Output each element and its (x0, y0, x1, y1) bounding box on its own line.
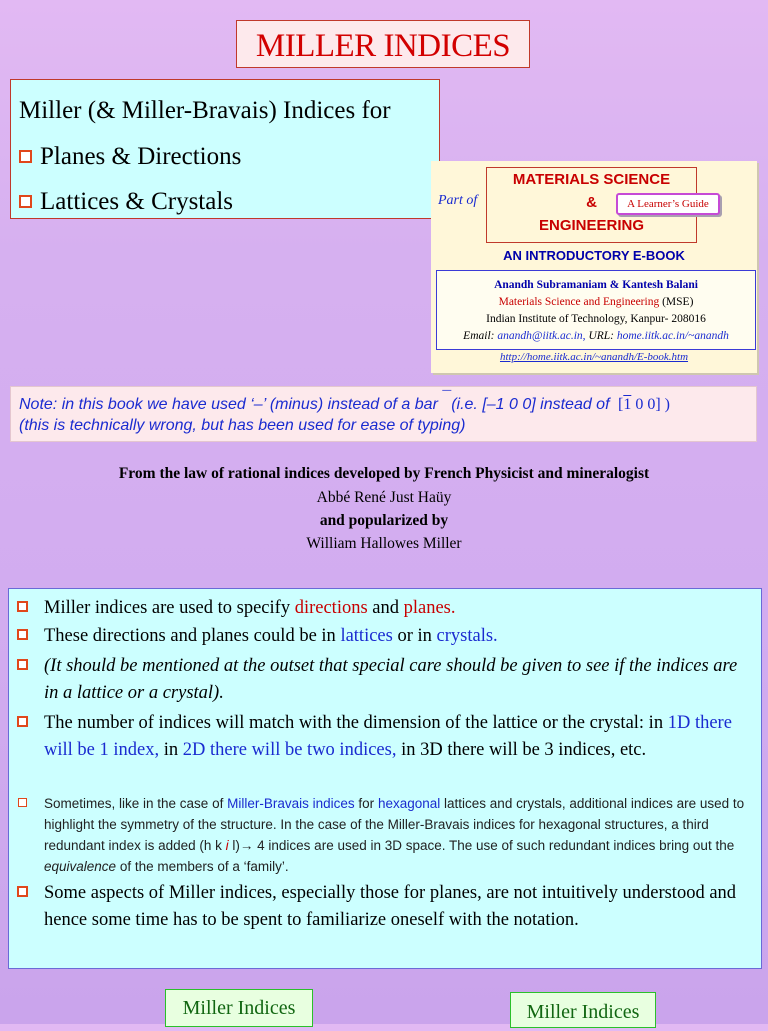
email-link[interactable]: anandh@iitk.ac.in, (497, 330, 586, 342)
miller-indices-tag-right: Miller Indices (510, 992, 656, 1028)
intro-item: Planes & Directions (19, 143, 241, 171)
note-box (10, 386, 757, 442)
square-bullet-icon (17, 716, 28, 727)
note-line-1: Note: in this book we have used ‘–’ (minus) instead of a bar ¯(i.e. [–1 0 0] instead of [1 0 0] ) (19, 389, 670, 413)
page-title: MILLER INDICES (236, 20, 530, 68)
hauy-name: Abbé René Just Haüy (316, 489, 452, 506)
square-bullet-icon (19, 195, 32, 208)
main-content-box (8, 588, 762, 969)
square-bullet-icon (17, 886, 28, 897)
authors-box (436, 270, 756, 350)
list-item: Some aspects of Miller indices, especially those for planes, are not intuitively understood and hence some time has to be spent to familiarize oneself with the notation. (44, 880, 753, 934)
list-item: Miller indices are used to specify directions and planes. (44, 595, 753, 622)
square-bullet-icon (19, 150, 32, 163)
department: Materials Science and Engineering (MSE) (498, 296, 694, 308)
square-bullet-icon (18, 798, 27, 807)
history-line-2: and popularized by (319, 512, 449, 529)
history-line-1: From the law of rational indices developed by French Physicist and mineralogist (118, 465, 650, 482)
ebook-link[interactable]: http://home.iitk.ac.in/~anandh/E-book.htm (499, 351, 689, 363)
note-line-2: (this is technically wrong, but has been used for ease of typing) (19, 417, 466, 434)
institute: Indian Institute of Technology, Kanpur- 208016 (486, 313, 706, 325)
intro-box (10, 79, 440, 219)
contact: Email: anandh@iitk.ac.in, URL: home.iitk.ac.in/~anandh (463, 330, 729, 342)
part-of-label: Part of (438, 193, 478, 208)
miller-indices-tag-left: Miller Indices (165, 989, 313, 1027)
intro-item: Lattices & Crystals (19, 188, 233, 216)
square-bullet-icon (17, 601, 28, 612)
list-item: The number of indices will match with the dimension of the lattice or the crystal: in 1D there will be 1 index, in 2D there will be two indices, in 3D there will be 3 indices, etc. (44, 710, 753, 764)
ebook-subtitle: AN INTRODUCTORY E-BOOK (503, 248, 685, 263)
miller-name: William Hallowes Miller (306, 535, 462, 552)
authors-names: Anandh Subramaniam & Kantesh Balani (494, 279, 698, 291)
bar-notation: [1 0 0] ) (613, 396, 670, 413)
bar-symbol: ¯ (442, 389, 452, 406)
list-item: These directions and planes could be in lattices or in crystals. (44, 623, 753, 650)
square-bullet-icon (17, 659, 28, 670)
mse-title-box: MATERIALS SCIENCE & ENGINEERING (486, 167, 697, 243)
intro-heading: Miller (& Miller-Bravais) Indices for (19, 97, 391, 124)
list-item: (It should be mentioned at the outset that special care should be given to see if the indices are in a lattice or a crystal). (44, 653, 753, 707)
homepage-link[interactable]: home.iitk.ac.in/~anandh (616, 330, 729, 342)
list-item: Sometimes, like in the case of Miller-Bravais indices for hexagonal lattices and crystals, additional indices are used to highlight the symmetry of the structure. In the case of the Miller-Bravais indices for hexagonal structures, a third redundant index is added (h k i l)→ 4 indices are used in 3D space. The use of such redundant indices bring out the equivalence of the members of a ‘family’. (44, 793, 753, 877)
ebook-cover (431, 161, 757, 373)
square-bullet-icon (17, 629, 28, 640)
learners-guide-badge: A Learner’s Guide (616, 193, 720, 215)
